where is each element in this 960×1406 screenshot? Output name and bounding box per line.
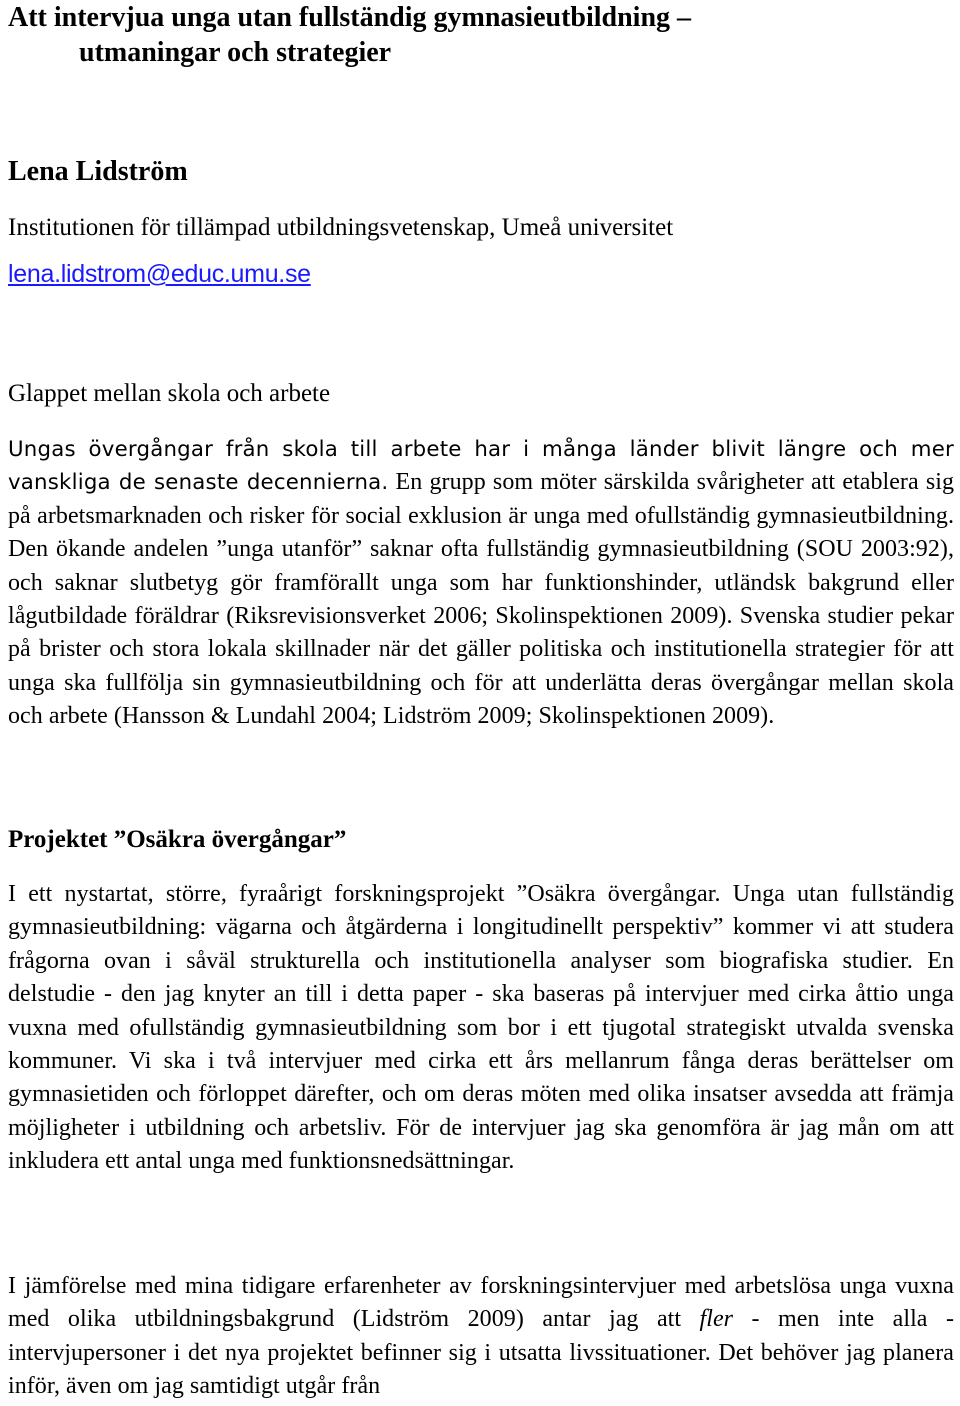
section2-p2-part-b: - men inte alla - intervjupersoner i det nya projektet befinner sig i utsatta livssituationer. Det behöver jag planera inför, även om jag samtidigt utgår från bbox=[8, 1306, 954, 1400]
author-affiliation: Institutionen för tillämpad utbildningsvetenskap, Umeå universitet bbox=[8, 214, 674, 241]
author-email-link[interactable]: lena.lidstrom@educ.umu.se bbox=[8, 260, 311, 288]
section-heading-glappet: Glappet mellan skola och arbete bbox=[8, 380, 331, 407]
title-line-2: utmaningar och strategier bbox=[79, 37, 392, 68]
section2-paragraph-1: I ett nystartat, större, fyraårigt forskningsprojekt ”Osäkra övergångar. Unga utan fullständig gymnasieutbildning: vägarna och åtgärderna i longitudinellt perspektiv” kommer vi att studera frågorna ovan i såväl strukturella och institutionella analyser som biografiska studier. En delstudie - den jag knyter an till i detta paper - ska baseras på intervjuer med cirka åttio unga vuxna med ofullständig gymnasieutbildning som bor i ett tjugotal strategiskt utvalda svenska kommuner. Vi ska i två intervjuer med cirka ett års mellanrum fånga deras berättelser om gymnasietiden och förloppet därefter, och om deras möten med olika insatser avsedda att främja möjligheter i utbildning och arbetsliv. För de intervjuer jag ska genomföra är jag mån om att inkludera ett antal unga med funktionsnedsättningar. bbox=[8, 881, 954, 1175]
author-name: Lena Lidström bbox=[8, 156, 188, 187]
section1-rest: En grupp som möter särskilda svårigheter att etablera sig på arbetsmarknaden och risker för social exklusion är unga med ofullständig gymnasieutbildning. Den ökande andelen ”unga utanför” saknar ofta fullständig gymnasieutbildning (SOU 2003:92), och saknar slutbetyg gör framförallt unga som har funktionshinder, utländsk bakgrund eller lågutbildade föräldrar (Riksrevisionsverket 2006; Skolinspektionen 2009). Svenska studier pekar på brister och stora lokala skillnader när det gäller politiska och institutionella strategier för att unga ska fullfölja sin gymnasieutbildning och för att underlätta deras övergångar mellan skola och arbete (Hansson & Lundahl 2004; Lidström 2009; Skolinspektionen 2009). bbox=[8, 469, 954, 730]
section1-lead-sentence: Ungas övergångar från skola till arbete har i många länder blivit längre och mer vanskliga de senaste decennierna. bbox=[8, 437, 954, 496]
title-line-1: Att intervjua unga utan fullständig gymnasieutbildning – bbox=[8, 2, 692, 33]
section2-paragraph-2 bbox=[8, 1270, 954, 1404]
paper-title bbox=[8, 0, 948, 70]
section-heading-projekt: Projektet ”Osäkra övergångar” bbox=[8, 826, 347, 853]
section1-paragraph bbox=[8, 433, 954, 734]
section2-p2-emphasis: fler bbox=[699, 1306, 734, 1333]
section2-p2-part-a: I jämförelse med mina tidigare erfarenheter av forskningsintervjuer med arbetslösa unga vuxna med olika utbildningsbakgrund (Lidström 2009) antar jag att bbox=[8, 1273, 954, 1333]
